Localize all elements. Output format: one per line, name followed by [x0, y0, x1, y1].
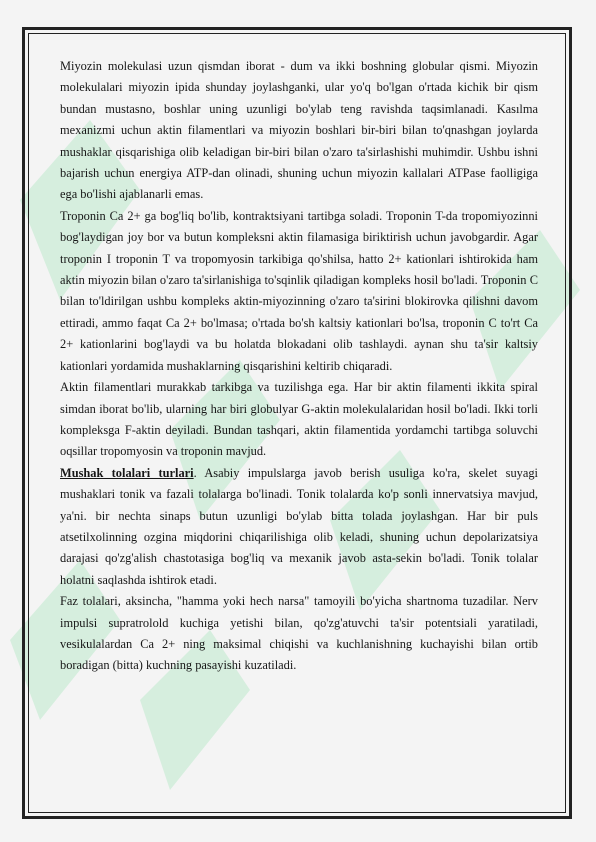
paragraph-mushak-tolalari	[60, 463, 538, 591]
document-body	[60, 56, 538, 677]
paragraph-miyozin: Miyozin molekulasi uzun qismdan iborat - dum va ikki boshning globular qismi. Miyozin molekulalari miyozin ipida shunday joylashganki, ular yo'q bo'lgan o'rtada kichik bir qism bundan mustasno, boshlar uning uzunligi bo'ylab teng ravishda taqsimlanadi. Kasılma mexanizmi uchun aktin filamentlari va miyozin boshlari bir-biri bilan to'qnashgan joylarda mushaklar qisqarishiga olib keladigan bir-biri bilan o'zaro ta'sirlashishi muhimdir. Ushbu ishni bajarish uchun energiya ATP-dan olinadi, shuning uchun miyozin kallalari ATPase faolligiga ega bo'lishi ajablanarli emas.	[60, 59, 538, 202]
paragraph-troponin: Troponin Ca 2+ ga bog'liq bo'lib, kontraktsiyani tartibga soladi. Troponin T-da tropomiyozinni bog'laydigan joy bor va butun kompleksni aktin filamasiga biriktirish uchun javobgardir. Agar troponin I troponin T va tropomyosin tarkibiga qo'shilsa, hatto 2+ kationlari ishtirokida ham aktin miyozin bilan o'zaro ta'sirlanishiga to'sqinlik qiladigan kompleks hosil bo'ladi. Troponin C bilan to'ldirilgan ushbu kompleks aktin-miyozinning o'zaro ta'sirini blokirovka qilishni davom ettiradi, ammo faqat Ca 2+ bo'lmasa; o'rtada bo'sh kaltsiy kationlari bo'lsa, troponin C to'rt Ca 2+ kationlarini bog'laydi va bu holatda blokadani olib tashlaydi. aynan shu ta'sir kaltsiy kationlari yordamida mushaklarning qisqarishini keltirib chiqaradi.	[60, 208, 538, 373]
paragraph-aktin: Aktin filamentlari murakkab tarkibga va tuzilishga ega. Har bir aktin filamenti ikkita spiral simdan iborat bo'lib, ularning har biri globulyar G-aktin molekulalaridan hosil bo'ladi. Ikki torli kompleksga F-aktin deyiladi. Bundan tashqari, aktin filamentida yordamchi tartibga soluvchi oqsillar tropomyosin va troponin mavjud.	[60, 380, 538, 459]
paragraph-text: . Asabiy impulslarga javob berish usuliga ko'ra, skelet suyagi mushaklari tonik va fazali tolalarga bo'linadi. Tonik tolalarda ko'p sonli innervatsiya mavjud, ya'ni. bir nechta sinaps butun uzunligi bo'ylab bitta tolada joylashgan. Har bir puls atsetilxolinning ozgina miqdorini chiqarilishiga olib keladi, shuning uchun depolarizatsiya darajasi qo'zg'alish chastotasiga bog'liq va mexanik javob asta-sekin bo'ladi. Tonik tolalar holatni saqlashda ishtirok etadi.	[60, 465, 538, 587]
section-heading: Mushak tolalari turlari	[60, 465, 194, 480]
paragraph-faz-tolalari: Faz tolalari, aksincha, "hamma yoki hech narsa" tamoyili bo'yicha shartnoma tuzadilar. Nerv impulsi supratrolold kuchiga yetishi bilan, qo'zg'atuvchi ta'sir potentsiali yaratiladi, vesikulalardan Ca 2+ ning maksimal chiqishi va kuchlanishning kuchayishi bilan ortib boradigan (bitta) kuchning pasayishi kuzatiladi.	[60, 594, 538, 673]
